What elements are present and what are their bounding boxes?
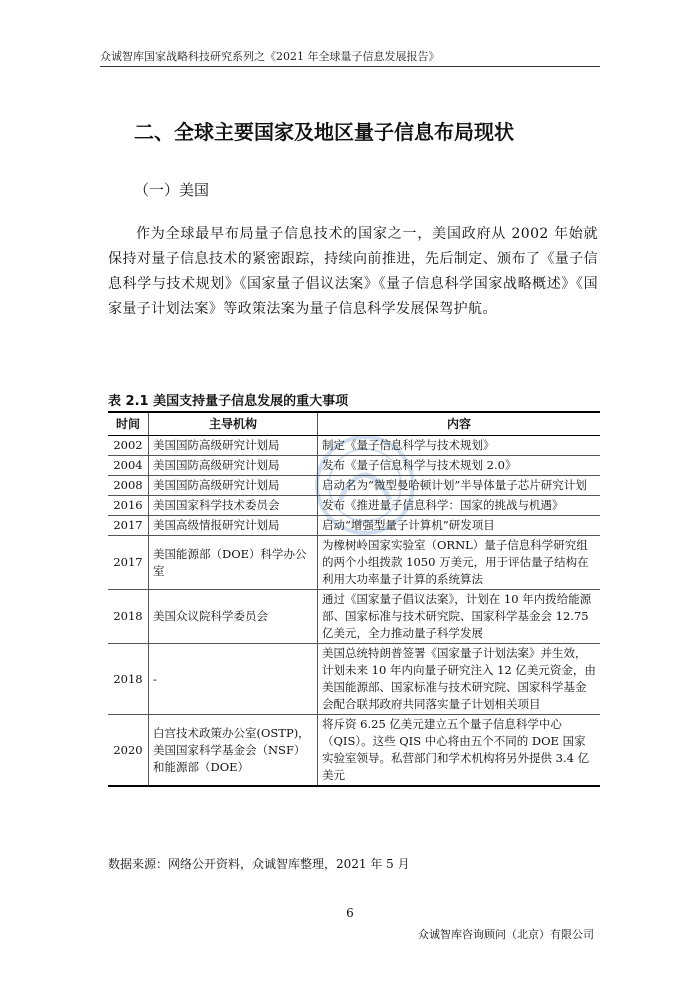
table-row: [108, 644, 600, 715]
table-caption: 表 2.1 美国支持量子信息发展的重大事项: [108, 394, 349, 409]
cell-year: 2018: [108, 644, 149, 715]
table-row: [108, 590, 600, 644]
cell-year: 2004: [108, 456, 149, 476]
cell-content: 启动“增强型量子计算机”研发项目: [318, 516, 601, 536]
cell-year: 2008: [108, 476, 149, 496]
table-source-note: 数据来源：网络公开资料，众诚智库整理，2021 年 5 月: [108, 857, 410, 871]
table-row: [108, 476, 600, 496]
column-header-org: 主导机构: [149, 412, 318, 436]
running-header: 众诚智库国家战略科技研究系列之《2021 年全球量子信息发展报告》: [100, 50, 440, 63]
cell-content: 发布《推进量子信息科学：国家的挑战与机遇》: [318, 496, 601, 516]
table-row: [108, 536, 600, 590]
table-row: [108, 715, 600, 787]
cell-year: 2020: [108, 715, 149, 787]
table-row: [108, 456, 600, 476]
cell-org: 美国国防高级研究计划局: [149, 436, 318, 456]
column-header-time: 时间: [108, 412, 149, 436]
cell-org: 美国国防高级研究计划局: [149, 456, 318, 476]
cell-org: 美国高级情报研究计划局: [149, 516, 318, 536]
cell-year: 2016: [108, 496, 149, 516]
cell-content: 将斥资 6.25 亿美元建立五个量子信息科学中心（QIS）。这些 QIS 中心将由五个不同的 DOE 国家实验室领导。私营部门和学术机构将另外提供 3.4 亿美元: [318, 715, 601, 787]
cell-content: 通过《国家量子倡议法案》，计划在 10 年内拨给能源部、国家标准与技术研究院、国家科学基金会 12.75 亿美元，全力推动量子科学发展: [318, 590, 601, 644]
cell-content: 发布《量子信息科学与技术规划 2.0》: [318, 456, 601, 476]
header-rule: [100, 66, 600, 67]
subsection-title: （一）美国: [134, 181, 210, 199]
cell-org: -: [149, 644, 318, 715]
column-header-content: 内容: [318, 412, 601, 436]
cell-org: 美国国防高级研究计划局: [149, 476, 318, 496]
events-table: [108, 411, 600, 787]
paragraph-text: 作为全球最早布局量子信息技术的国家之一，美国政府从 2002 年始就保持对量子信息技术的紧密跟踪，持续向前推进，先后制定、颁布了《量子信息科学与技术规划》《国家量子倡议法案》《量子信息科学国家战略概述》《国家量子计划法案》等政策法案为量子信息科学发展保驾护航。: [108, 226, 598, 317]
footer-company: 众诚智库咨询顾问（北京）有限公司: [418, 928, 594, 941]
cell-year: 2018: [108, 590, 149, 644]
table-row: [108, 516, 600, 536]
cell-content: 美国总统特朗普签署《国家量子计划法案》并生效，计划未来 10 年内向量子研究注入 12 亿美元资金，由美国能源部、国家标准与技术研究院、国家科学基金会配合联邦政府共同落实量子计划相关项目: [318, 644, 601, 715]
table-row: [108, 436, 600, 456]
cell-org: 美国能源部（DOE）科学办公室: [149, 536, 318, 590]
cell-content: 为橡树岭国家实验室（ORNL）量子信息科学研究组的两个小组拨款 1050 万美元，用于评估量子结构在利用大功率量子计算的系统算法: [318, 536, 601, 590]
cell-org: 美国国家科学技术委员会: [149, 496, 318, 516]
page-number: 6: [346, 906, 354, 920]
cell-org: 美国众议院科学委员会: [149, 590, 318, 644]
table-row: [108, 496, 600, 516]
table-header-row: [108, 412, 600, 436]
cell-org: 白宫技术政策办公室(OSTP)，美国国家科学基金会（NSF）和能源部（DOE）: [149, 715, 318, 787]
cell-year: 2002: [108, 436, 149, 456]
body-paragraph: [108, 222, 598, 322]
cell-content: 制定《量子信息科学与技术规划》: [318, 436, 601, 456]
cell-content: 启动名为“微型曼哈顿计划”半导体量子芯片研究计划: [318, 476, 601, 496]
cell-year: 2017: [108, 536, 149, 590]
cell-year: 2017: [108, 516, 149, 536]
section-title: 二、全球主要国家及地区量子信息布局现状: [134, 120, 514, 144]
